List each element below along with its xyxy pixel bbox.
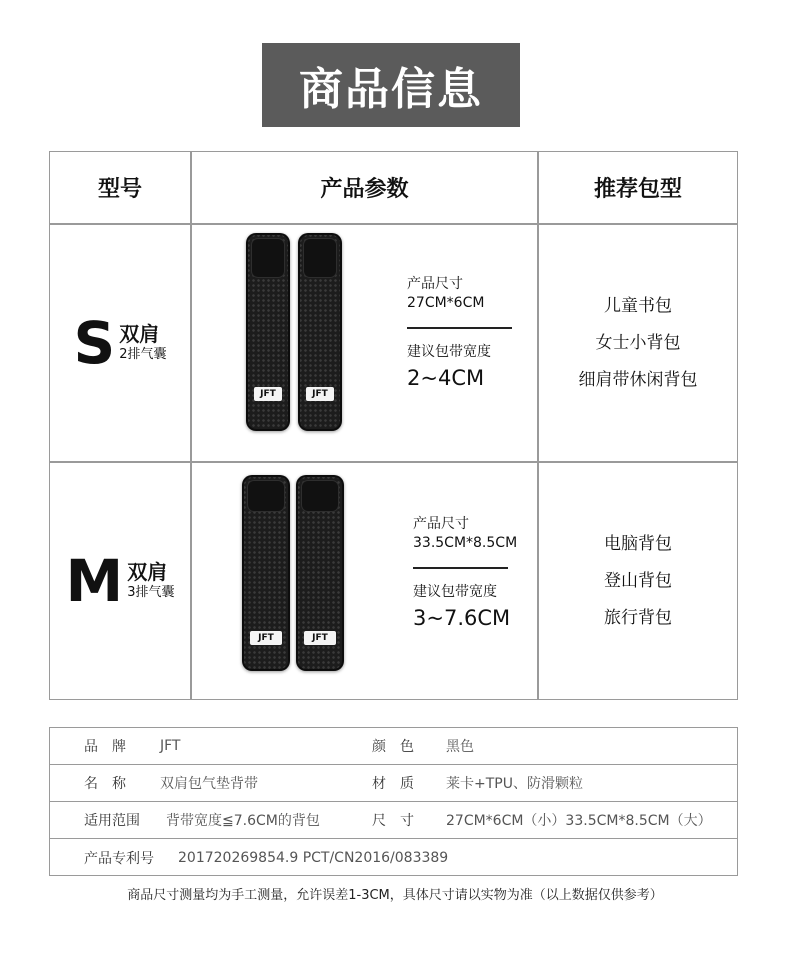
model-airbag: 3排气囊	[127, 585, 175, 601]
material-value: 莱卡+TPU、防滑颗粒	[446, 776, 583, 792]
header-recommended-bags: 推荐包型	[538, 151, 738, 224]
spec-block-s	[407, 275, 512, 391]
recommended-bag: 女士小背包	[595, 332, 681, 353]
strap-pad	[246, 233, 290, 431]
material-key: 材 质	[372, 776, 414, 792]
params-cell-s	[191, 224, 538, 462]
brand-tag: JFT	[304, 631, 336, 645]
info-row	[50, 728, 737, 765]
product-info-table	[49, 727, 738, 876]
info-row	[50, 765, 737, 802]
params-cell-m	[191, 462, 538, 700]
name-value: 双肩包气垫背带	[160, 776, 258, 792]
model-text	[127, 560, 174, 602]
size-value: 27CM*6CM（小）33.5CM*8.5CM（大）	[446, 813, 712, 829]
info-row	[50, 839, 737, 876]
width-label: 建议包带宽度	[413, 583, 497, 600]
color-key: 颜 色	[372, 739, 414, 755]
patent-key: 产品专利号	[84, 850, 154, 867]
size-value: 27CM*6CM	[407, 294, 485, 311]
strap-pad	[296, 475, 344, 671]
size-label: 产品尺寸	[413, 516, 469, 532]
divider	[413, 567, 508, 569]
info-row	[50, 802, 737, 839]
width-value: 3~7.6CM	[413, 605, 511, 630]
patent-value: 201720269854.9 PCT/CN2016/083389	[178, 849, 449, 866]
page-title: 商品信息	[262, 43, 520, 127]
divider	[407, 327, 512, 329]
recommended-bag: 儿童书包	[604, 295, 672, 316]
recommended-bag: 电脑背包	[604, 533, 672, 554]
strap-pad	[242, 475, 290, 671]
size-letter: M	[65, 547, 124, 615]
scope-key: 适用范围	[84, 813, 140, 829]
model-type: 双肩	[119, 322, 160, 347]
recommended-bag: 细肩带休闲背包	[578, 369, 698, 390]
width-value: 2~4CM	[407, 365, 485, 390]
disclaimer-note: 商品尺寸测量均为手工测量，允许误差1-3CM，具体尺寸请以实物为准（以上数据仅供参考）	[127, 888, 663, 903]
header-model: 型号	[49, 151, 191, 224]
strap-pad	[298, 233, 342, 431]
color-value: 黑色	[446, 739, 474, 755]
size-letter: S	[73, 309, 116, 377]
size-key: 尺 寸	[372, 813, 414, 829]
recommended-bag: 旅行背包	[604, 607, 672, 628]
model-cell-s	[49, 224, 191, 462]
model-airbag: 2排气囊	[119, 347, 167, 363]
brand-tag: JFT	[306, 387, 334, 401]
brand-tag: JFT	[254, 387, 282, 401]
brand-value: JFT	[160, 738, 181, 754]
recommended-cell-s	[538, 224, 738, 462]
name-key: 名 称	[84, 776, 126, 792]
spec-block-m	[413, 515, 531, 631]
scope-value: 背带宽度≦7.6CM的背包	[166, 813, 320, 829]
model-type: 双肩	[127, 560, 168, 585]
size-label: 产品尺寸	[407, 276, 463, 292]
brand-tag: JFT	[250, 631, 282, 645]
model-cell-m	[49, 462, 191, 700]
header-params: 产品参数	[191, 151, 538, 224]
brand-key: 品 牌	[84, 739, 126, 755]
model-text	[119, 322, 166, 364]
recommended-bag: 登山背包	[604, 570, 672, 591]
width-label: 建议包带宽度	[407, 343, 491, 360]
recommended-cell-m	[538, 462, 738, 700]
size-value: 33.5CM*8.5CM	[413, 534, 518, 551]
